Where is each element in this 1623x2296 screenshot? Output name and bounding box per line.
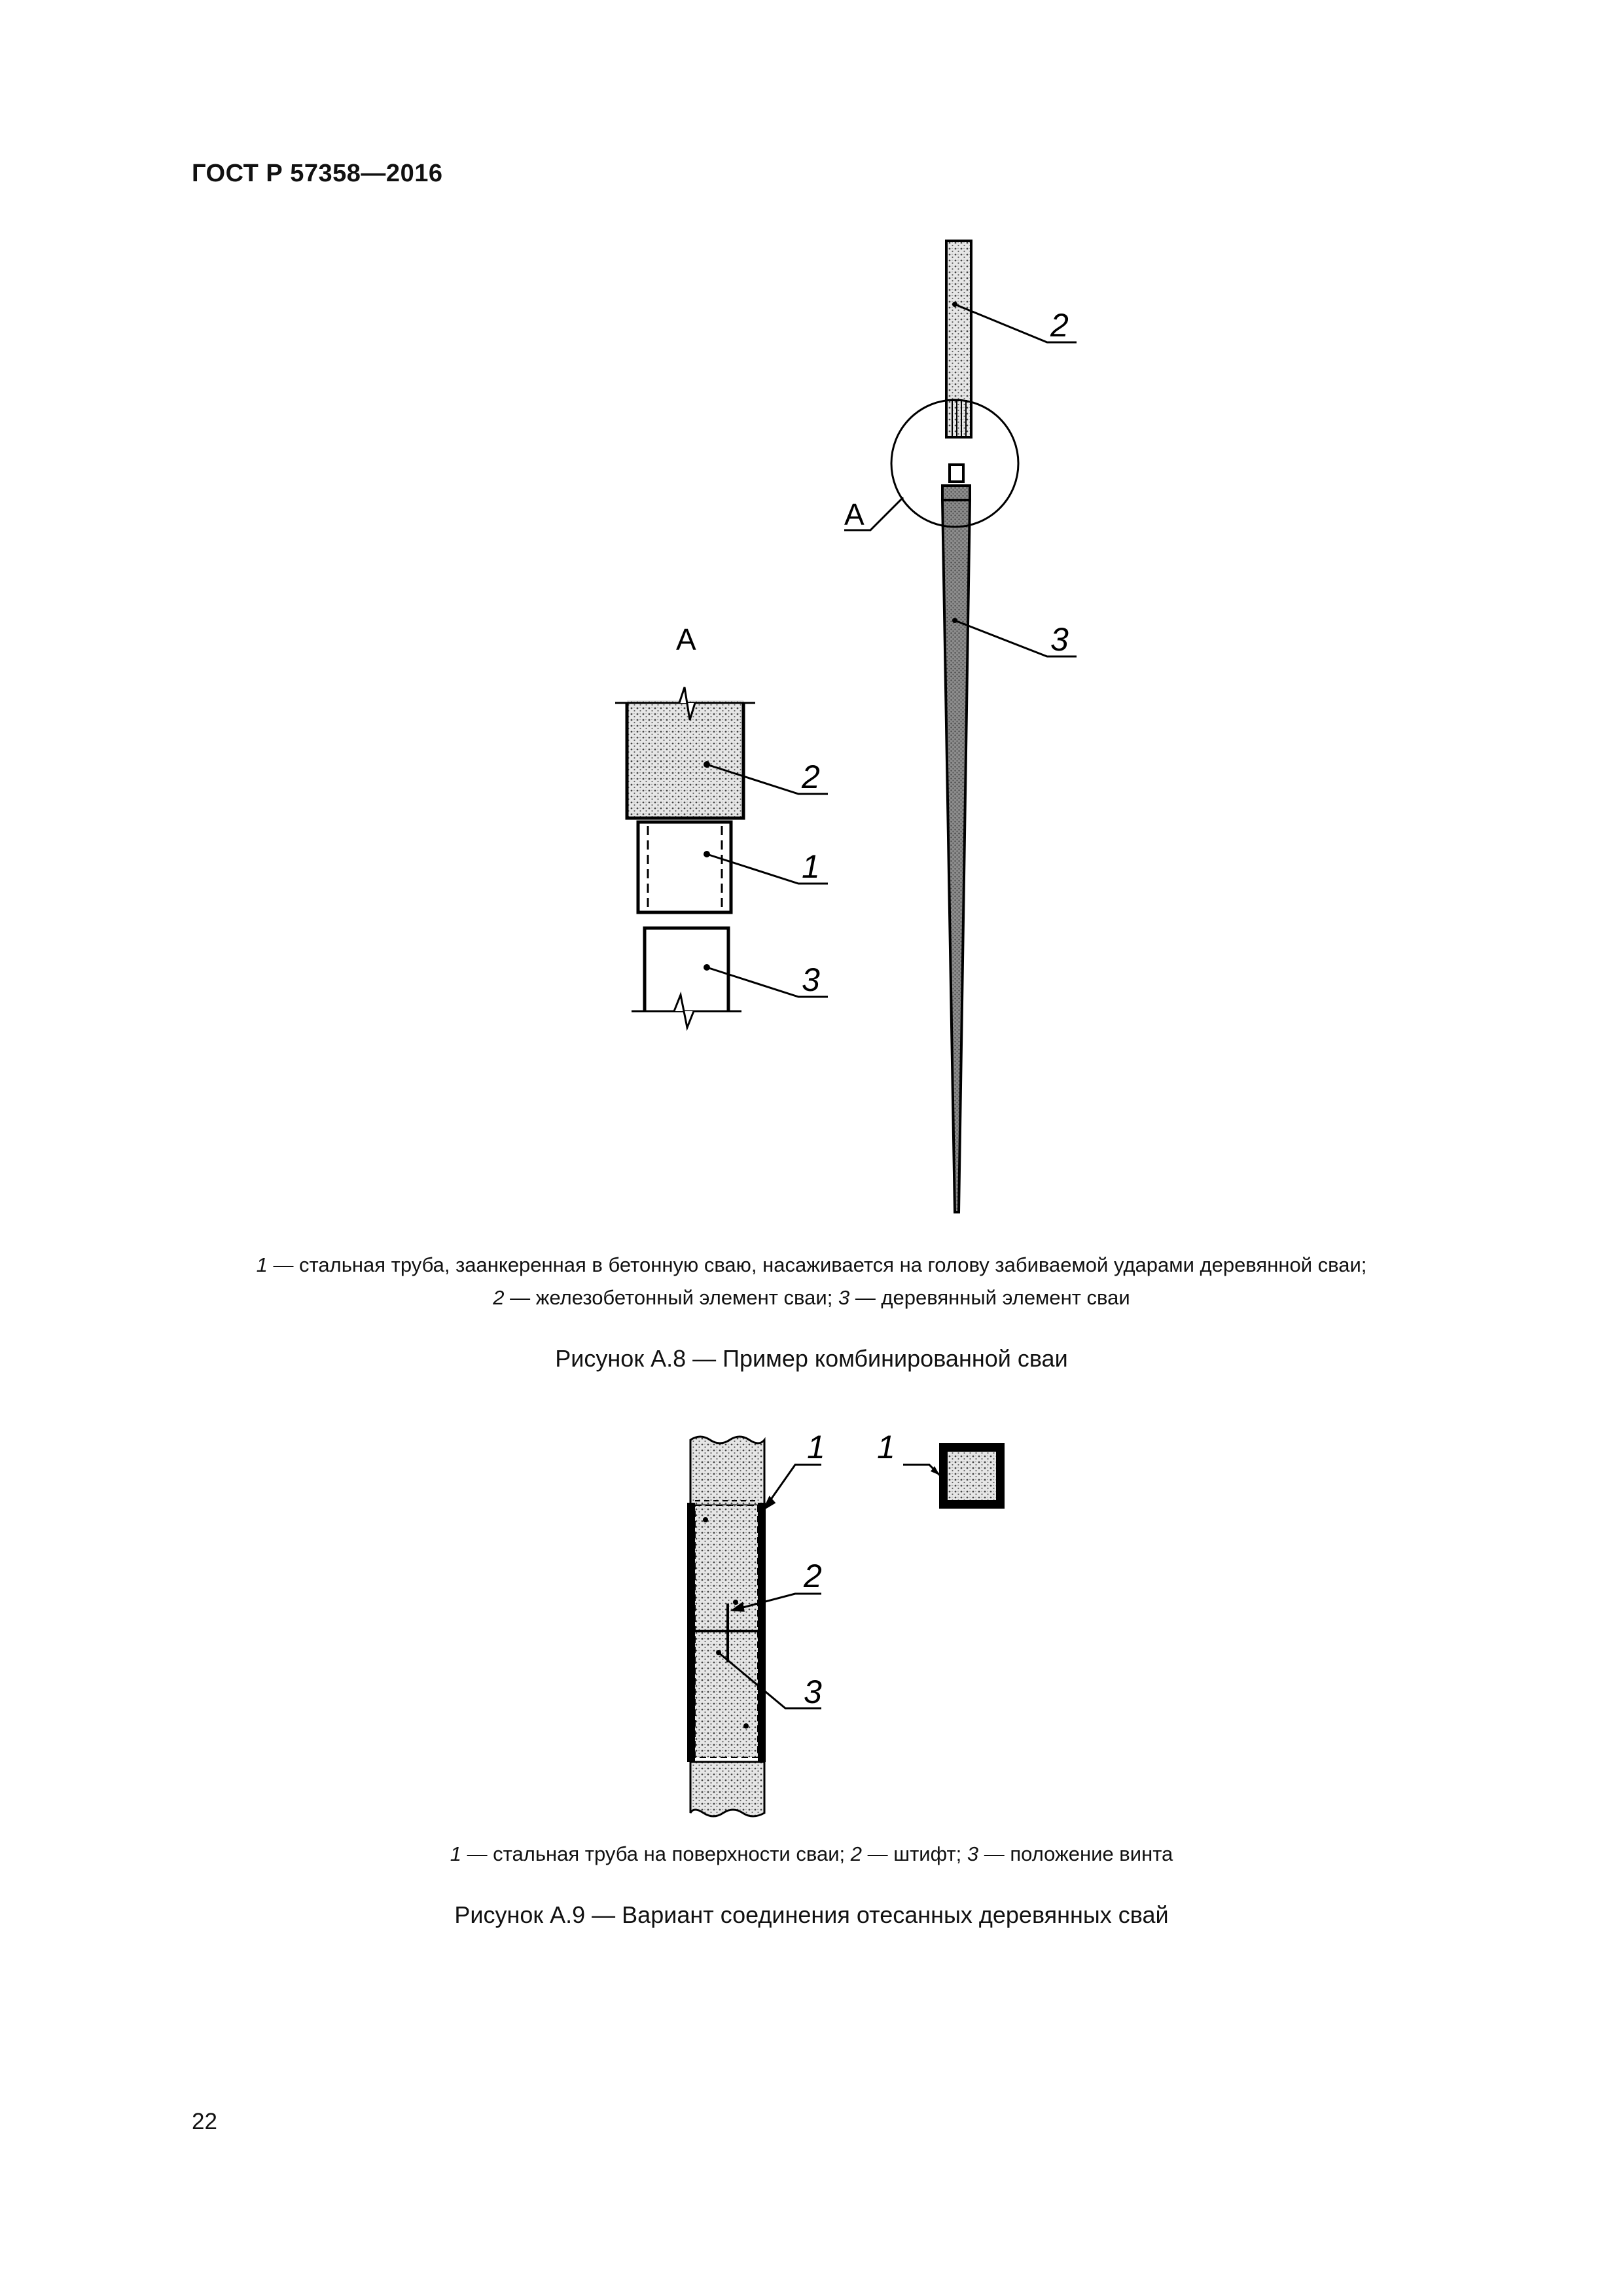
figure-a9-caption: Рисунок А.9 — Вариант соединения отесанных деревянных свай xyxy=(454,1901,1169,1928)
detail-label-1: 1 xyxy=(802,848,820,885)
callout-label-a: A xyxy=(844,497,865,531)
figure-a9-legend: 1 — стальная труба на поверхности сваи; 2 — штифт; 3 — положение винта xyxy=(450,1842,1173,1865)
detail-label-3: 3 xyxy=(802,961,820,998)
figure-a8-caption: Рисунок А.8 — Пример комбинированной сваи xyxy=(555,1345,1068,1372)
concrete-element xyxy=(946,241,971,437)
timber-joint xyxy=(687,1437,766,1816)
page-number: 22 xyxy=(192,2109,217,2134)
steel-pipe-left xyxy=(687,1503,695,1762)
legend-line-1: 1 — стальная труба, заанкеренная в бетонную сваю, насаживается на голову забиваемой ударами деревянной сваи; xyxy=(256,1253,1367,1276)
joint-label-2: 2 xyxy=(804,1558,822,1594)
section-label-1: 1 xyxy=(877,1429,895,1465)
document-header: ГОСТ Р 57358—2016 xyxy=(192,160,443,187)
joint-label-3: 3 xyxy=(804,1674,822,1710)
detail-concrete-block xyxy=(627,700,743,818)
lower-timber-pile xyxy=(690,1762,764,1816)
callout-a8-a xyxy=(844,497,903,531)
detail-label-2: 2 xyxy=(802,759,820,795)
combined-pile xyxy=(891,241,1018,1212)
callout-label-2: 2 xyxy=(1050,307,1069,344)
callout-label-3: 3 xyxy=(1050,621,1069,658)
callout-a8-3 xyxy=(952,618,1077,658)
steel-pipe-right xyxy=(758,1503,766,1762)
pipe-cross-section xyxy=(903,1443,1008,1509)
figure-a8-legend xyxy=(131,1249,1492,1314)
timber-head xyxy=(942,486,970,500)
detail-steel-pipe xyxy=(638,822,731,912)
detail-a-title: A xyxy=(676,622,696,656)
legend-line-2: 2 — железобетонный элемент сваи; 3 — деревянный элемент сваи xyxy=(493,1286,1130,1309)
joint-label-1: 1 xyxy=(807,1429,825,1465)
upper-timber-pile xyxy=(690,1437,764,1505)
timber-element xyxy=(942,500,970,1212)
detail-a xyxy=(615,622,828,1028)
steel-pipe xyxy=(950,465,963,482)
